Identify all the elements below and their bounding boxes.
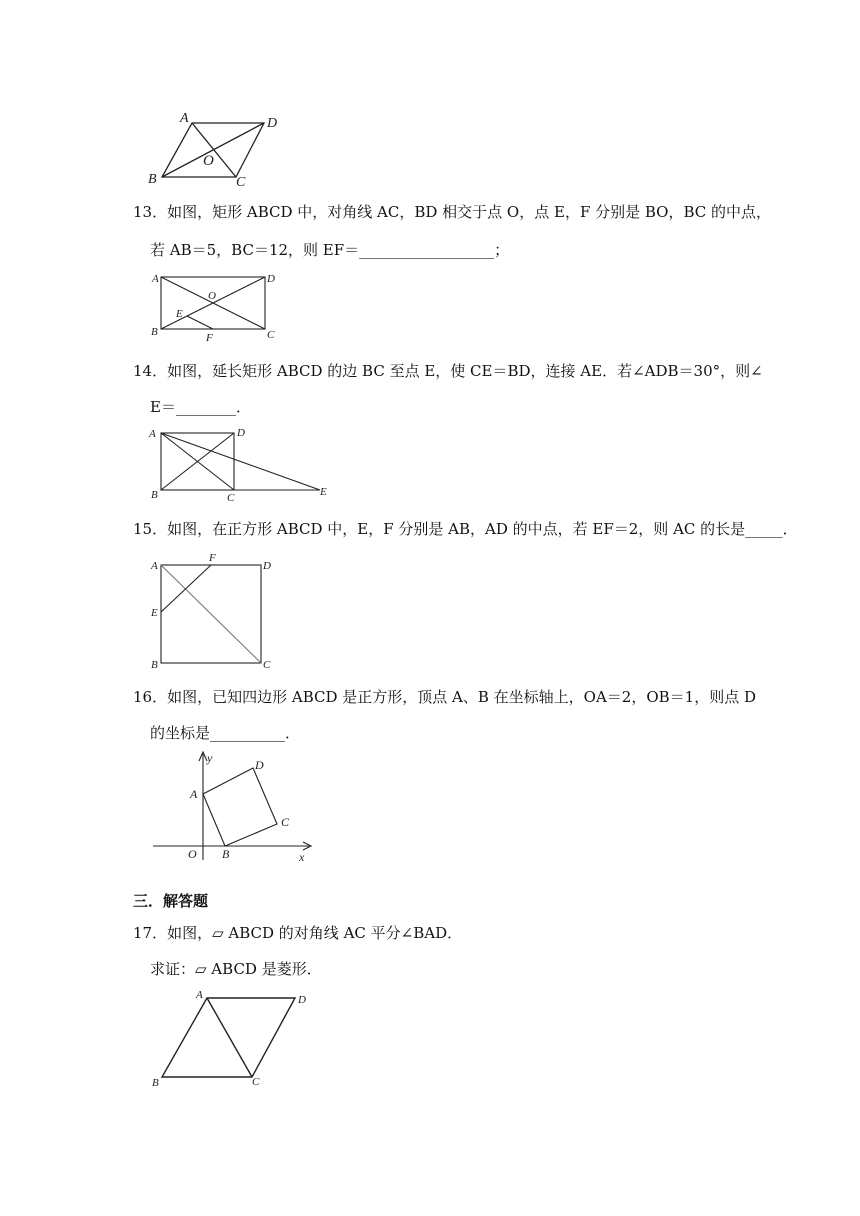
label-F: F xyxy=(206,332,213,344)
section-heading-3: 三．解答题 xyxy=(133,892,209,910)
label-A: A xyxy=(196,989,203,1001)
figure-coordinate-square-q16 xyxy=(145,748,325,866)
label-C: C xyxy=(281,815,290,829)
label-D: D xyxy=(255,758,264,772)
label-D: D xyxy=(263,560,271,572)
label-E: E xyxy=(151,607,158,619)
label-B: B xyxy=(151,326,158,338)
label-F: F xyxy=(209,552,216,564)
label-E: E xyxy=(320,486,327,498)
figure-square-q15 xyxy=(145,552,280,670)
label-C: C xyxy=(227,492,235,504)
label-A: A xyxy=(149,428,156,440)
question-17-line-1: 17．如图，▱ ABCD 的对角线 AC 平分∠BAD． xyxy=(133,924,463,942)
label-O: O xyxy=(203,153,214,169)
label-C: C xyxy=(236,175,246,190)
label-y: y xyxy=(207,751,213,765)
question-15-line-1: 15．如图，在正方形 ABCD 中，E，F 分别是 AB，AD 的中点，若 EF＝2，则 AC 的长是_____． xyxy=(133,520,798,538)
question-16-line-1: 16．如图，已知四边形 ABCD 是正方形，顶点 A、B 在坐标轴上，OA＝2，OB＝1，则点 D xyxy=(133,688,756,706)
label-A: A xyxy=(151,560,158,572)
label-O: O xyxy=(208,290,216,302)
label-D: D xyxy=(267,273,275,285)
label-D: D xyxy=(237,427,245,439)
label-D: D xyxy=(298,994,306,1006)
label-A: A xyxy=(152,273,159,285)
label-A: A xyxy=(180,111,189,126)
label-B: B xyxy=(148,172,157,187)
label-E: E xyxy=(176,308,183,320)
label-B: B xyxy=(151,659,158,670)
label-C: C xyxy=(267,329,275,341)
figure-extended-rectangle-q14 xyxy=(145,424,340,506)
label-O: O xyxy=(188,847,197,861)
label-A: A xyxy=(190,787,198,801)
question-13-line-1: 13．如图，矩形 ABCD 中，对角线 AC，BD 相交于点 O，点 E，F 分别是 BO，BC 的中点， xyxy=(133,203,772,221)
label-x: x xyxy=(299,850,305,864)
figure-parallelogram-q17 xyxy=(145,988,320,1093)
label-B: B xyxy=(222,847,230,861)
question-14-line-1: 14．如图，延长矩形 ABCD 的边 BC 至点 E，使 CE＝BD，连接 AE．若∠ADB＝30°，则∠ xyxy=(133,362,763,380)
question-17-line-2: 求证：▱ ABCD 是菱形． xyxy=(150,960,322,978)
figure-parallelogram-q12 xyxy=(140,105,290,190)
figure-rectangle-q13 xyxy=(145,268,285,346)
label-C: C xyxy=(252,1076,260,1088)
label-D: D xyxy=(267,116,278,131)
question-16-line-2: 的坐标是__________． xyxy=(150,724,301,742)
label-B: B xyxy=(152,1077,159,1089)
label-B: B xyxy=(151,489,158,501)
question-13-line-2: 若 AB＝5，BC＝12，则 EF＝__________________； xyxy=(150,241,510,259)
question-14-line-2: E＝________． xyxy=(150,398,251,416)
label-C: C xyxy=(263,659,271,670)
